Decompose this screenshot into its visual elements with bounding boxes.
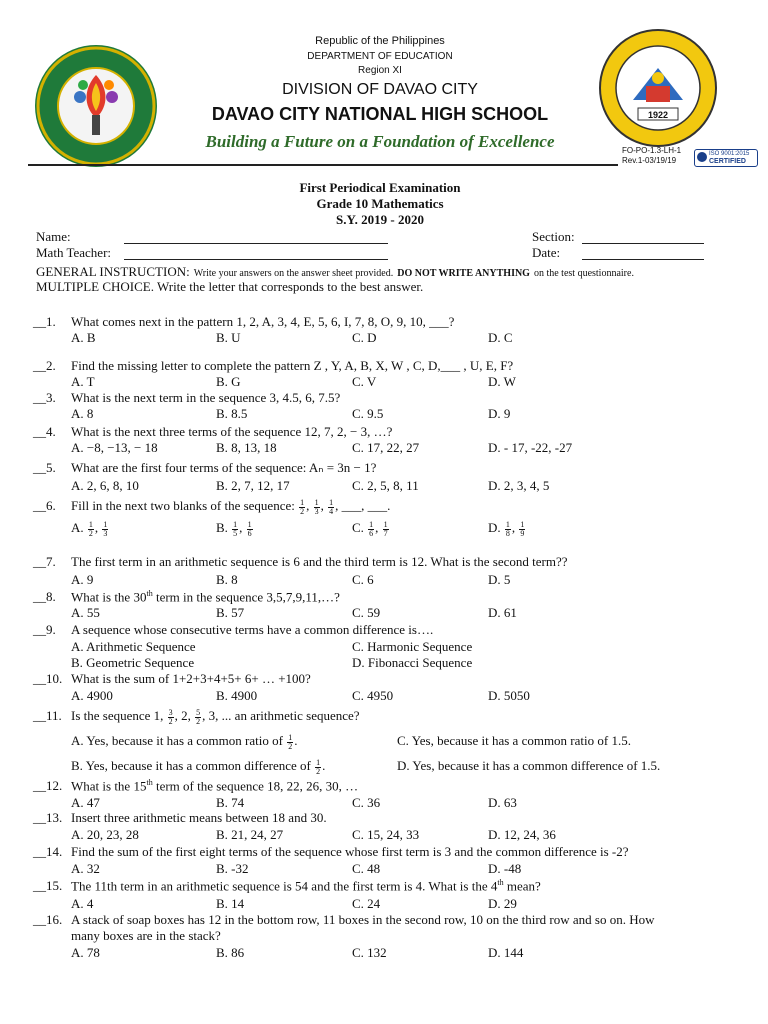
text-run: , — [239, 520, 246, 535]
answer-option-text: A. 55 — [71, 605, 100, 620]
department-line: DEPARTMENT OF EDUCATION — [307, 51, 453, 62]
answer-option — [216, 440, 277, 456]
fraction-denominator: 2 — [288, 741, 293, 751]
fraction-denominator: 3 — [103, 528, 108, 538]
form-code: FO-PO-1.3-LH-1 — [622, 146, 682, 155]
answer-option-text: C. 17, 22, 27 — [352, 440, 420, 455]
answer-option — [216, 861, 249, 877]
fraction-numerator: 3 — [168, 707, 173, 717]
question-number: __12. — [33, 778, 63, 793]
answer-option-text: B. 74 — [216, 795, 245, 810]
answer-option — [71, 605, 100, 621]
fraction — [247, 521, 253, 538]
question-text — [71, 589, 340, 605]
answer-option — [488, 827, 556, 843]
question-stem: Is the sequence 1, — [71, 708, 164, 723]
question-stem: Fill in the next two blanks of the sequence: — [71, 498, 295, 513]
fraction-denominator: 8 — [505, 528, 510, 538]
answer-option — [397, 733, 631, 749]
answer-option-text: A. T — [71, 374, 95, 389]
text-run — [163, 708, 166, 723]
answer-option-text: A. 2, 6, 8, 10 — [71, 478, 139, 493]
text-run — [311, 758, 314, 773]
answer-option — [216, 478, 290, 494]
answer-option-text: B. -32 — [216, 861, 249, 876]
answer-option — [352, 605, 380, 621]
answer-option-text: C. — [352, 520, 364, 535]
answer-option — [488, 572, 510, 588]
answer-option-text: D. 144 — [488, 945, 524, 960]
seal-year: 1922 — [647, 110, 669, 120]
answer-option — [488, 795, 517, 811]
answer-option-text: B. 14 — [216, 896, 245, 911]
answer-option — [352, 639, 472, 655]
answer-option-text: B. 86 — [216, 945, 245, 960]
answer-option-text: D. W — [488, 374, 516, 389]
school-year: S.Y. 2019 - 2020 — [335, 212, 424, 227]
answer-option-text: A. 78 — [71, 945, 100, 960]
answer-option — [352, 795, 380, 811]
fraction-numerator: 1 — [316, 757, 321, 767]
fraction-denominator: 9 — [520, 528, 525, 538]
fraction — [505, 521, 511, 538]
answer-option — [71, 330, 96, 346]
answer-option-text: D. 61 — [488, 605, 517, 620]
text-run: , — [94, 520, 102, 535]
answer-option-text: C. 59 — [352, 605, 381, 620]
text-run: , 3, — [202, 708, 222, 723]
answer-option-text: D. 9 — [488, 406, 511, 421]
answer-option-text: C. 24 — [352, 896, 381, 911]
fraction — [287, 734, 293, 751]
fraction-numerator: 1 — [103, 519, 108, 529]
answer-option — [216, 896, 244, 912]
answer-option-text: A. — [71, 520, 84, 535]
fraction-denominator: 3 — [314, 506, 319, 516]
question-stem: What comes next in the pattern 1, 2, A, 3, 4, E, 5, 6, I, 7, 8, O, 9, 10, ___? — [71, 314, 455, 329]
answer-option-text: B. 8 — [216, 572, 238, 587]
answer-option-text: D. C — [488, 330, 513, 345]
text-run: . — [294, 733, 298, 748]
answer-option-text: D. 29 — [488, 896, 517, 911]
fraction-denominator: 2 — [300, 506, 305, 516]
answer-option-text: C. D — [352, 330, 377, 345]
answer-option-text: B. — [216, 520, 228, 535]
question-number: __5. — [33, 460, 56, 475]
fraction-numerator: 1 — [233, 519, 238, 529]
answer-option-text: D. 63 — [488, 795, 517, 810]
fraction — [102, 521, 108, 538]
answer-option-text: D. Yes, because it has a common difference of 1.5. — [397, 758, 661, 773]
answer-option — [71, 795, 100, 811]
fraction-numerator: 1 — [505, 519, 510, 529]
question-stem: Insert three arithmetic means between 18 and 30. — [71, 810, 327, 825]
fraction-numerator: 1 — [329, 497, 334, 507]
school-motto: Building a Future on a Foundation of Excellence — [205, 132, 555, 151]
mc-text: Write the letter that corresponds to the best answer. — [156, 279, 424, 294]
question-text — [71, 844, 629, 860]
fraction-numerator: 1 — [314, 497, 319, 507]
answer-option-text: C. 4950 — [352, 688, 394, 703]
fraction-denominator: 2 — [196, 716, 201, 726]
question-stem: Find the missing letter to complete the pattern Z , Y, A, B, X, W , C, D,___ , U, E, F? — [71, 358, 514, 373]
fraction — [314, 499, 320, 516]
answer-option — [352, 688, 393, 704]
text-run: . — [322, 758, 326, 773]
answer-option-text: D. 5 — [488, 572, 511, 587]
section-label: Section: — [532, 229, 575, 244]
answer-option — [488, 605, 517, 621]
answer-option — [71, 861, 100, 877]
question-text — [71, 708, 360, 726]
question-number: __11. — [33, 708, 62, 723]
general-instruction-label: GENERAL INSTRUCTION: — [36, 264, 190, 279]
question-stem-tail: term of the sequence 18, 22, 26, 30, … — [152, 778, 359, 794]
answer-option-text: B. 8.5 — [216, 406, 248, 421]
answer-option — [352, 406, 383, 422]
fraction — [383, 521, 389, 538]
answer-option-text: C. 15, 24, 33 — [352, 827, 420, 842]
question-number: __14. — [33, 844, 63, 859]
fraction-denominator: 2 — [88, 528, 93, 538]
answer-option — [71, 478, 139, 494]
answer-option — [216, 945, 244, 961]
fraction — [195, 709, 201, 726]
fraction — [519, 521, 525, 538]
question-number: __2. — [33, 358, 56, 373]
fraction-numerator: 1 — [288, 732, 293, 742]
answer-option-text: D. -48 — [488, 861, 522, 876]
division-seal-graphic — [35, 45, 157, 167]
text-run — [364, 520, 367, 535]
answer-option — [488, 374, 516, 390]
fraction-denominator: 2 — [168, 716, 173, 726]
answer-option — [71, 733, 297, 751]
fraction-denominator: 2 — [316, 766, 321, 776]
question-stem: What is the next term in the sequence 3, 4.5, 6, 7.5? — [71, 390, 341, 405]
question-number: __16. — [33, 912, 63, 927]
answer-option-text: B. 4900 — [216, 688, 258, 703]
answer-option-text: C. V — [352, 374, 377, 389]
answer-option-text: B. 57 — [216, 605, 245, 620]
fraction-numerator: 1 — [247, 519, 252, 529]
fraction-numerator: 1 — [88, 519, 93, 529]
header-rule — [28, 164, 618, 166]
text-run: , — [320, 498, 328, 513]
fraction-denominator: 6 — [247, 528, 252, 538]
answer-option-text: B. 8, 13, 18 — [216, 440, 277, 455]
answer-option — [488, 861, 521, 877]
answer-option — [488, 406, 510, 422]
answer-option-text: D. — [488, 520, 501, 535]
fraction — [368, 521, 374, 538]
question-stem-tail: ... an arithmetic sequence? — [221, 708, 360, 723]
question-stem-tail: term in the sequence 3,5,7,9,11,…? — [152, 589, 340, 605]
answer-option — [488, 945, 523, 961]
fraction-denominator: 7 — [383, 528, 388, 538]
question-stem: What is the next three terms of the sequence 12, 7, 2, − 3, …? — [71, 424, 393, 439]
answer-option-text: D. - 17, -22, -27 — [488, 440, 573, 455]
date-field[interactable] — [582, 259, 704, 260]
fraction-numerator: 1 — [383, 519, 388, 529]
text-run — [295, 498, 298, 513]
answer-option — [216, 605, 244, 621]
answer-option — [352, 478, 419, 494]
answer-option — [71, 639, 196, 655]
answer-option-text: D. 5050 — [488, 688, 530, 703]
text-run: , 2, — [174, 708, 195, 723]
question-text — [71, 878, 541, 894]
division-seal — [35, 45, 157, 167]
question-text — [71, 498, 390, 516]
answer-option — [352, 896, 380, 912]
question-number: __7. — [33, 554, 56, 569]
name-label: Name: — [36, 229, 71, 244]
question-text — [71, 314, 454, 330]
answer-option-text: A. 32 — [71, 861, 100, 876]
question-stem: A stack of soap boxes has 12 in the bottom row, 11 boxes in the second row, 10 on the third row and so on. How — [71, 912, 655, 927]
answer-option — [352, 827, 419, 843]
school-seal — [598, 28, 718, 148]
question-text — [71, 671, 311, 687]
answer-option — [397, 758, 660, 774]
question-stem: What is the 15 — [71, 778, 147, 794]
superscript: th — [497, 878, 504, 887]
exam-subject: Grade 10 Mathematics — [316, 196, 444, 211]
answer-option-text: A. Yes, because it has a common ratio of — [71, 733, 283, 748]
question-text — [71, 622, 433, 638]
iso-badge — [694, 149, 758, 167]
answer-option-text: C. Yes, because it has a common ratio of 1.5. — [397, 733, 631, 748]
text-run: , — [511, 520, 519, 535]
answer-option-text: C. 36 — [352, 795, 381, 810]
mc-label: MULTIPLE CHOICE. — [36, 279, 154, 294]
answer-option-text: C. 48 — [352, 861, 381, 876]
answer-option — [488, 330, 513, 346]
answer-option-text: B. 21, 24, 27 — [216, 827, 284, 842]
republic-line: Republic of the Philippines — [315, 35, 445, 47]
fraction — [168, 709, 174, 726]
fraction — [232, 521, 238, 538]
question-text — [71, 810, 327, 826]
answer-option — [216, 688, 257, 704]
multiple-choice-instruction — [36, 279, 423, 295]
answer-option — [352, 520, 390, 538]
answer-option — [352, 440, 419, 456]
superscript: th — [146, 589, 153, 598]
answer-option — [352, 572, 374, 588]
answer-option-text: A. −8, −13, − 18 — [71, 440, 158, 455]
do-not-write: DO NOT WRITE ANYTHING — [397, 268, 530, 279]
answer-option — [352, 655, 472, 671]
answer-option — [216, 827, 283, 843]
school-seal-graphic — [598, 28, 718, 148]
answer-option-text: C. 6 — [352, 572, 374, 587]
iso-label: ISO 9001:2015 — [709, 151, 750, 157]
text-run: , — [335, 498, 342, 513]
general-instruction-text: Write your answers on the answer sheet provided. — [193, 268, 394, 279]
question-stem: What are the first four terms of the sequence: Aₙ = 3n − 1? — [71, 460, 377, 475]
answer-option — [488, 896, 517, 912]
fraction-denominator: 6 — [369, 528, 374, 538]
answer-option — [71, 440, 158, 456]
answer-option — [488, 688, 530, 704]
question-text — [71, 460, 376, 476]
question-stem-tail: mean? — [503, 878, 541, 894]
date-label: Date: — [532, 245, 561, 260]
answer-option-text: B. Yes, because it has a common difference of — [71, 758, 311, 773]
fraction-denominator: 4 — [329, 506, 334, 516]
form-code-block — [622, 146, 681, 166]
answer-option-text: B. Geometric Sequence — [71, 655, 195, 670]
answer-option — [216, 572, 238, 588]
question-text — [71, 554, 568, 570]
question-number: __10. — [33, 671, 63, 686]
answer-option-text: A. 8 — [71, 406, 94, 421]
fraction-numerator: 1 — [520, 519, 525, 529]
answer-option-text: D. 2, 3, 4, 5 — [488, 478, 550, 493]
question-stem: Find the sum of the first eight terms of the sequence whose first term is 3 and the common difference is -2? — [71, 844, 629, 859]
teacher-label: Math Teacher: — [36, 245, 112, 260]
answer-option — [488, 478, 549, 494]
fraction-numerator: 5 — [196, 707, 201, 717]
answer-option-text: C. 9.5 — [352, 406, 384, 421]
answer-option-text: C. 2, 5, 8, 11 — [352, 478, 419, 493]
answer-option — [216, 330, 241, 346]
answer-option — [216, 374, 241, 390]
answer-option — [352, 374, 376, 390]
exam-title: First Periodical Examination — [299, 180, 461, 195]
question-number: __13. — [33, 810, 63, 825]
school-name: DAVAO CITY NATIONAL HIGH SCHOOL — [211, 104, 549, 124]
answer-option — [71, 827, 139, 843]
teacher-field[interactable] — [124, 259, 388, 260]
answer-option — [71, 688, 113, 704]
question-number: __3. — [33, 390, 56, 405]
answer-option-text: A. 47 — [71, 795, 100, 810]
text-run — [84, 520, 87, 535]
answer-option — [488, 520, 526, 538]
answer-option — [71, 374, 95, 390]
answer-option-text: A. 9 — [71, 572, 94, 587]
question-number: __6. — [33, 498, 56, 513]
answer-option-text: B. 2, 7, 12, 17 — [216, 478, 290, 493]
answer-option-text: B. U — [216, 330, 241, 345]
question-number: __1. — [33, 314, 56, 329]
text-run — [283, 733, 286, 748]
name-field[interactable] — [124, 243, 388, 244]
division-line: DIVISION OF DAVAO CITY — [282, 81, 478, 98]
answer-option — [71, 520, 109, 538]
question-text-continued: many boxes are in the stack? — [71, 928, 221, 943]
question-text — [71, 390, 340, 406]
text-run: , — [375, 520, 382, 535]
fraction — [315, 759, 321, 776]
fraction-denominator: 5 — [233, 528, 238, 538]
iso-globe-icon — [697, 152, 707, 162]
answer-option-text: A. 20, 23, 28 — [71, 827, 139, 842]
text-run — [501, 520, 504, 535]
question-number: __15. — [33, 878, 63, 893]
question-stem-tail: ___, ___. — [341, 498, 391, 513]
question-stem: What is the 30 — [71, 589, 147, 605]
answer-option-text: C. 132 — [352, 945, 387, 960]
answer-option — [71, 572, 93, 588]
question-number: __9. — [33, 622, 56, 637]
fraction — [88, 521, 94, 538]
question-text — [71, 912, 654, 928]
answer-option — [71, 406, 93, 422]
fraction-numerator: 1 — [369, 519, 374, 529]
answer-option — [71, 655, 194, 671]
general-instruction-tail: on the test questionnaire. — [533, 268, 634, 279]
question-stem: A sequence whose consecutive terms have a common difference is…. — [71, 622, 434, 637]
answer-option-text: C. Harmonic Sequence — [352, 639, 473, 654]
answer-option — [216, 795, 244, 811]
fraction — [299, 499, 305, 516]
answer-option — [488, 440, 572, 456]
answer-option — [71, 945, 100, 961]
answer-option — [352, 330, 377, 346]
question-text — [71, 778, 358, 794]
iso-certified: CERTIFIED — [709, 158, 746, 165]
answer-option — [216, 520, 254, 538]
text-run: , — [306, 498, 313, 513]
fraction-numerator: 1 — [300, 497, 305, 507]
question-stem: The first term in an arithmetic sequence is 6 and the third term is 12. What is the second term?? — [71, 554, 568, 569]
question-text — [71, 424, 392, 440]
answer-option-text: A. 4900 — [71, 688, 113, 703]
answer-option-text: A. B — [71, 330, 96, 345]
answer-option-text: A. 4 — [71, 896, 94, 911]
answer-option — [352, 945, 387, 961]
question-text — [71, 358, 513, 374]
region-line: Region XI — [358, 65, 402, 76]
answer-option — [216, 406, 247, 422]
question-number: __8. — [33, 589, 56, 604]
text-run — [228, 520, 231, 535]
section-field[interactable] — [582, 243, 704, 244]
answer-option — [352, 861, 380, 877]
question-stem: What is the sum of 1+2+3+4+5+ 6+ … +100? — [71, 671, 311, 686]
question-stem: The 11th term in an arithmetic sequence is 54 and the first term is 4. What is the 4 — [71, 878, 498, 894]
answer-option — [71, 758, 325, 776]
answer-option-text: A. Arithmetic Sequence — [71, 639, 196, 654]
revision-code: Rev.1-03/19/19 — [622, 156, 677, 165]
answer-option — [71, 896, 93, 912]
answer-option-text: D. 12, 24, 36 — [488, 827, 556, 842]
superscript: th — [146, 778, 153, 787]
answer-option-text: B. G — [216, 374, 241, 389]
question-number: __4. — [33, 424, 56, 439]
answer-option-text: D. Fibonacci Sequence — [352, 655, 473, 670]
fraction — [328, 499, 334, 516]
